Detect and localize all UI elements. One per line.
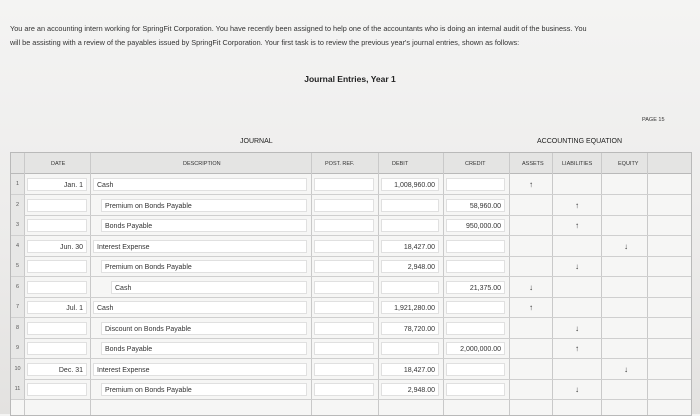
description-field[interactable]: Interest Expense	[93, 240, 307, 253]
credit-field[interactable]	[446, 322, 505, 335]
credit-field[interactable]: 2,000,000.00	[446, 342, 505, 355]
description-field[interactable]: Premium on Bonds Payable	[101, 260, 307, 273]
debit-field[interactable]: 78,720.00	[381, 322, 439, 335]
description-field[interactable]: Interest Expense	[93, 363, 307, 376]
assets-arrow-icon[interactable]: ↑	[529, 180, 533, 189]
liabilities-arrow-icon[interactable]: ↓	[575, 262, 579, 271]
debit-field[interactable]	[381, 219, 439, 232]
debit-field[interactable]: 2,948.00	[381, 260, 439, 273]
credit-field[interactable]	[446, 383, 505, 396]
page-heading: Journal Entries, Year 1	[304, 74, 396, 84]
credit-field[interactable]	[446, 240, 505, 253]
post-ref-field[interactable]	[314, 281, 374, 294]
row-number: 10	[11, 359, 24, 379]
date-field[interactable]: Jan. 1	[27, 178, 87, 191]
description-field[interactable]: Bonds Payable	[101, 219, 307, 232]
date-field[interactable]: Jul. 1	[27, 301, 87, 314]
description-field[interactable]: Cash	[93, 301, 307, 314]
post-ref-field[interactable]	[314, 178, 374, 191]
description-field[interactable]: Cash	[93, 178, 307, 191]
row-number: 4	[11, 236, 24, 256]
table-row	[11, 256, 691, 277]
table-header-row	[11, 153, 691, 174]
row-number: 3	[11, 215, 24, 235]
description-field[interactable]: Premium on Bonds Payable	[101, 199, 307, 212]
date-field[interactable]	[27, 342, 87, 355]
header-credit: CREDIT	[465, 161, 486, 167]
post-ref-field[interactable]	[314, 219, 374, 232]
equity-arrow-icon[interactable]: ↓	[624, 241, 628, 251]
credit-field[interactable]: 950,000.00	[446, 219, 505, 232]
date-field[interactable]	[27, 260, 87, 273]
table-row	[11, 338, 691, 359]
debit-field[interactable]: 2,948.00	[381, 383, 439, 396]
header-date: DATE	[51, 161, 66, 167]
description-field[interactable]: Cash	[111, 281, 307, 294]
date-field[interactable]: Dec. 31	[27, 363, 87, 376]
date-field[interactable]	[27, 322, 87, 335]
equity-arrow-icon[interactable]: ↓	[624, 364, 628, 374]
date-field[interactable]	[27, 199, 87, 212]
intro-line-2: will be assisting with a review of the payables issued by SpringFit Corporation. Your first task is to review the previous year's journal entries, shown as follows:	[10, 38, 520, 47]
table-row	[11, 277, 691, 298]
table-row	[11, 174, 691, 195]
post-ref-field[interactable]	[314, 342, 374, 355]
table-row	[11, 359, 691, 380]
debit-field[interactable]: 18,427.00	[381, 240, 439, 253]
credit-field[interactable]	[446, 363, 505, 376]
credit-field[interactable]	[446, 260, 505, 273]
date-field[interactable]: Jun. 30	[27, 240, 87, 253]
post-ref-field[interactable]	[314, 383, 374, 396]
table-row	[11, 215, 691, 236]
post-ref-field[interactable]	[314, 322, 374, 335]
debit-field[interactable]	[381, 342, 439, 355]
page-number-label: PAGE 15	[642, 117, 665, 123]
debit-field[interactable]: 1,008,960.00	[381, 178, 439, 191]
credit-field[interactable]	[446, 301, 505, 314]
header-liabilities: LIABILITIES	[562, 161, 593, 167]
liabilities-arrow-icon[interactable]: ↑	[575, 221, 579, 230]
liabilities-arrow-icon[interactable]: ↑	[575, 344, 579, 353]
row-number: 9	[11, 338, 24, 358]
post-ref-field[interactable]	[314, 363, 374, 376]
journal-table	[10, 152, 692, 416]
row-number: 5	[11, 256, 24, 276]
post-ref-field[interactable]	[314, 301, 374, 314]
debit-field[interactable]	[381, 199, 439, 212]
accounting-equation-title: ACCOUNTING EQUATION	[537, 138, 623, 145]
header-equity: EQUITY	[618, 161, 639, 167]
table-row	[11, 379, 691, 400]
table-row	[11, 195, 691, 216]
header-description: DESCRIPTION	[183, 161, 221, 167]
post-ref-field[interactable]	[314, 199, 374, 212]
assets-arrow-icon[interactable]: ↑	[529, 303, 533, 312]
post-ref-field[interactable]	[314, 260, 374, 273]
date-field[interactable]	[27, 219, 87, 232]
post-ref-field[interactable]	[314, 240, 374, 253]
liabilities-arrow-icon[interactable]: ↓	[575, 385, 579, 394]
row-number: 2	[11, 195, 24, 215]
row-number: 7	[11, 297, 24, 317]
date-field[interactable]	[27, 281, 87, 294]
table-row	[11, 318, 691, 339]
row-number: 8	[11, 318, 24, 338]
date-field[interactable]	[27, 383, 87, 396]
debit-field[interactable]	[381, 281, 439, 294]
credit-field[interactable]	[446, 178, 505, 191]
table-row	[11, 297, 691, 318]
assets-arrow-icon[interactable]: ↓	[529, 282, 533, 292]
liabilities-arrow-icon[interactable]: ↓	[575, 323, 579, 333]
intro-text	[10, 22, 685, 50]
journal-title: JOURNAL	[240, 138, 273, 145]
header-assets: ASSETS	[522, 161, 544, 167]
debit-field[interactable]: 18,427.00	[381, 363, 439, 376]
row-number: 6	[11, 277, 24, 297]
intro-line-1: You are an accounting intern working for SpringFit Corporation. You have recently been assigned to help one of the accountants who is doing an internal audit of the business. You	[10, 24, 587, 33]
liabilities-arrow-icon[interactable]: ↑	[575, 200, 579, 210]
header-debit: DEBIT	[392, 161, 409, 167]
header-post-ref: POST. REF.	[325, 161, 355, 167]
description-field[interactable]: Bonds Payable	[101, 342, 307, 355]
credit-field[interactable]: 58,960.00	[446, 199, 505, 212]
table-row	[11, 236, 691, 257]
description-field[interactable]: Premium on Bonds Payable	[101, 383, 307, 396]
row-number: 1	[11, 174, 24, 194]
description-field[interactable]: Discount on Bonds Payable	[101, 322, 307, 335]
debit-field[interactable]: 1,921,280.00	[381, 301, 439, 314]
credit-field[interactable]: 21,375.00	[446, 281, 505, 294]
row-number: 11	[11, 379, 24, 399]
